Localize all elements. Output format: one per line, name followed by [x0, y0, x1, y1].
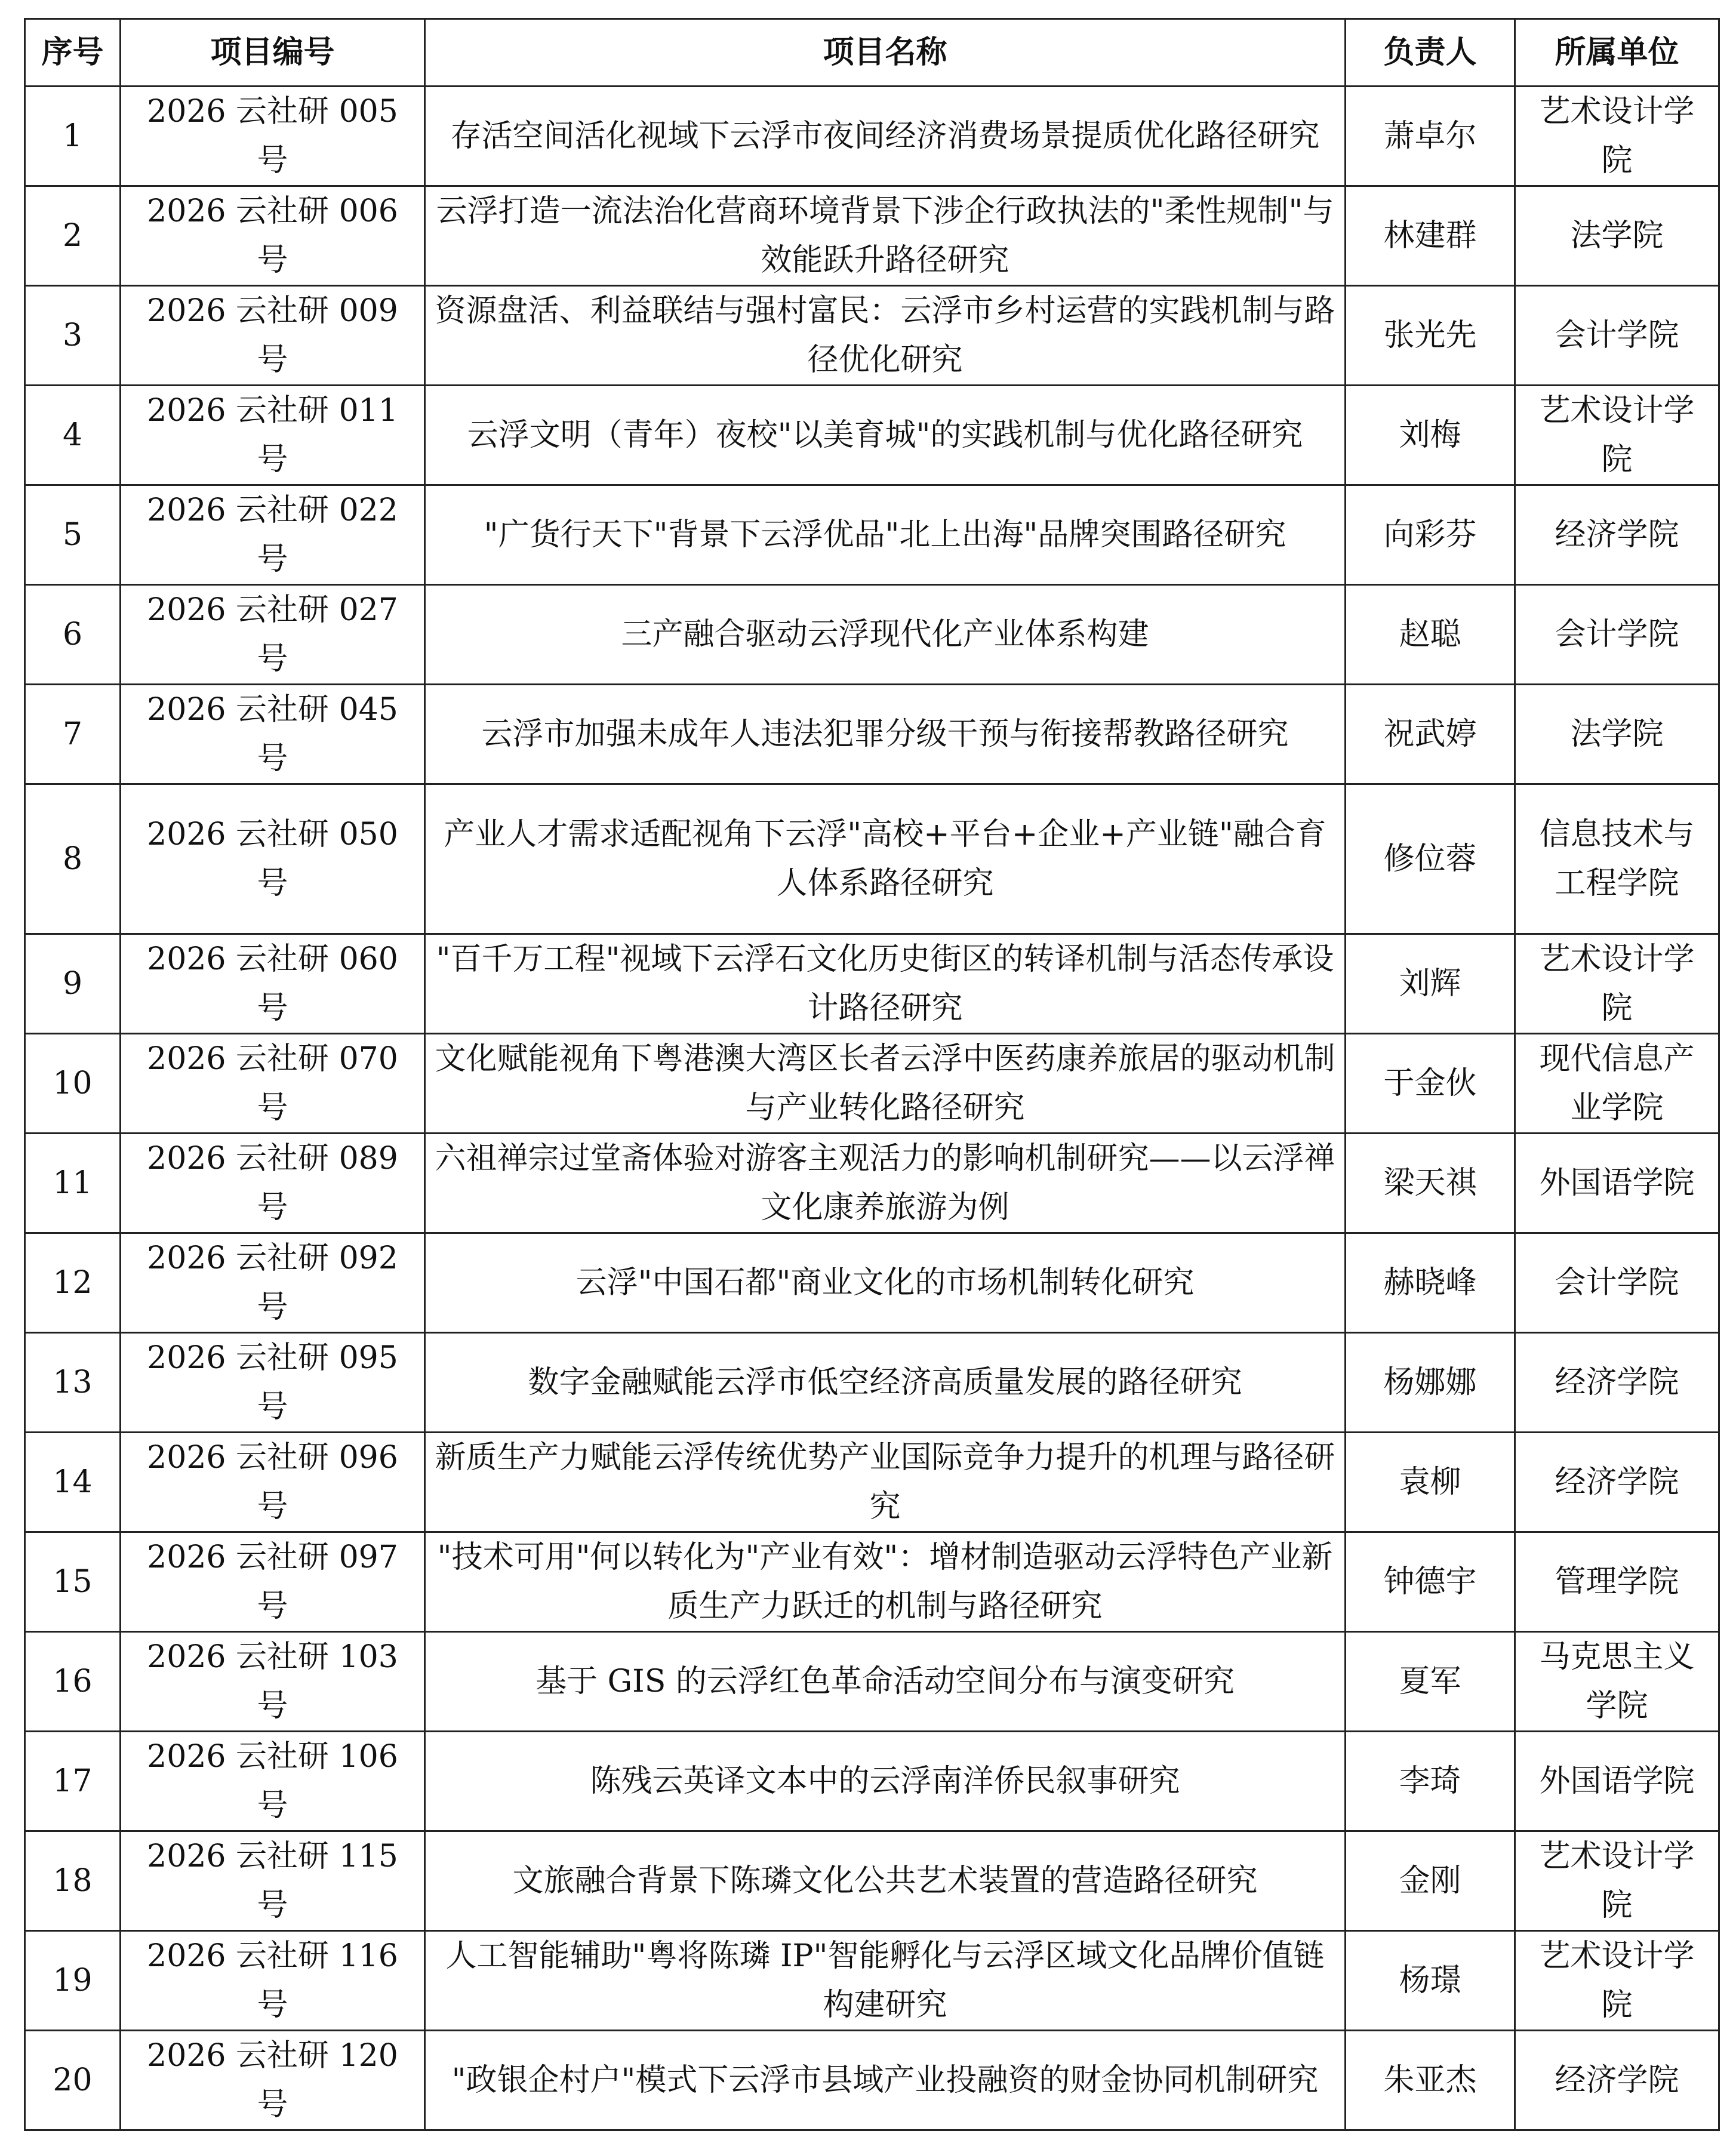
owner-cell: 袁柳 [1346, 1433, 1515, 1532]
code-cell: 2026 云社研 009 号 [121, 286, 425, 386]
owner-cell: 于金伙 [1346, 1034, 1515, 1134]
name-cell: 云浮打造一流法治化营商环境背景下涉企行政执法的"柔性规制"与效能跃升路径研究 [425, 186, 1346, 286]
owner-cell: 林建群 [1346, 186, 1515, 286]
name-cell: 陈残云英译文本中的云浮南洋侨民叙事研究 [425, 1732, 1346, 1831]
seq-cell: 1 [25, 87, 121, 186]
name-cell: "技术可用"何以转化为"产业有效"：增材制造驱动云浮特色产业新质生产力跃迁的机制与路径研究 [425, 1532, 1346, 1632]
code-cell: 2026 云社研 120 号 [121, 2031, 425, 2130]
code-cell: 2026 云社研 045 号 [121, 685, 425, 784]
owner-cell: 祝武婷 [1346, 685, 1515, 784]
unit-cell: 经济学院 [1515, 2031, 1719, 2130]
table-row [25, 286, 1719, 386]
unit-cell: 会计学院 [1515, 286, 1719, 386]
table-row [25, 2031, 1719, 2130]
owner-cell: 金刚 [1346, 1831, 1515, 1931]
table-row [25, 1931, 1719, 2031]
unit-cell: 经济学院 [1515, 1433, 1719, 1532]
owner-cell: 梁天祺 [1346, 1134, 1515, 1233]
seq-cell: 2 [25, 186, 121, 286]
table-row [25, 1333, 1719, 1433]
unit-cell: 信息技术与工程学院 [1515, 784, 1719, 934]
seq-cell: 6 [25, 585, 121, 685]
name-cell: 人工智能辅助"粤将陈璘 IP"智能孵化与云浮区域文化品牌价值链构建研究 [425, 1931, 1346, 2031]
table-row [25, 1532, 1719, 1632]
owner-cell: 刘梅 [1346, 386, 1515, 485]
table-row [25, 386, 1719, 485]
name-cell: 资源盘活、利益联结与强村富民：云浮市乡村运营的实践机制与路径优化研究 [425, 286, 1346, 386]
header-unit: 所属单位 [1515, 19, 1719, 87]
unit-cell: 外国语学院 [1515, 1732, 1719, 1831]
seq-cell: 13 [25, 1333, 121, 1433]
unit-cell: 经济学院 [1515, 485, 1719, 585]
unit-cell: 会计学院 [1515, 1233, 1719, 1333]
table-row [25, 1433, 1719, 1532]
table-header-row [25, 19, 1719, 87]
name-cell: 存活空间活化视域下云浮市夜间经济消费场景提质优化路径研究 [425, 87, 1346, 186]
owner-cell: 夏军 [1346, 1632, 1515, 1732]
table-row [25, 934, 1719, 1034]
code-cell: 2026 云社研 022 号 [121, 485, 425, 585]
name-cell: 云浮文明（青年）夜校"以美育城"的实践机制与优化路径研究 [425, 386, 1346, 485]
owner-cell: 向彩芬 [1346, 485, 1515, 585]
owner-cell: 钟德宇 [1346, 1532, 1515, 1632]
seq-cell: 20 [25, 2031, 121, 2130]
unit-cell: 艺术设计学院 [1515, 386, 1719, 485]
table-row [25, 485, 1719, 585]
code-cell: 2026 云社研 060 号 [121, 934, 425, 1034]
unit-cell: 艺术设计学院 [1515, 934, 1719, 1034]
code-cell: 2026 云社研 050 号 [121, 784, 425, 934]
owner-cell: 杨璟 [1346, 1931, 1515, 2031]
seq-cell: 18 [25, 1831, 121, 1931]
code-cell: 2026 云社研 092 号 [121, 1233, 425, 1333]
table-row [25, 87, 1719, 186]
code-cell: 2026 云社研 070 号 [121, 1034, 425, 1134]
unit-cell: 法学院 [1515, 685, 1719, 784]
unit-cell: 法学院 [1515, 186, 1719, 286]
name-cell: 产业人才需求适配视角下云浮"高校+平台+企业+产业链"融合育人体系路径研究 [425, 784, 1346, 934]
unit-cell: 现代信息产业学院 [1515, 1034, 1719, 1134]
owner-cell: 赫晓峰 [1346, 1233, 1515, 1333]
seq-cell: 11 [25, 1134, 121, 1233]
seq-cell: 15 [25, 1532, 121, 1632]
table-row [25, 1632, 1719, 1732]
seq-cell: 5 [25, 485, 121, 585]
unit-cell: 外国语学院 [1515, 1134, 1719, 1233]
unit-cell: 艺术设计学院 [1515, 87, 1719, 186]
unit-cell: 会计学院 [1515, 585, 1719, 685]
code-cell: 2026 云社研 115 号 [121, 1831, 425, 1931]
owner-cell: 杨娜娜 [1346, 1333, 1515, 1433]
table-row [25, 585, 1719, 685]
name-cell: 数字金融赋能云浮市低空经济高质量发展的路径研究 [425, 1333, 1346, 1433]
seq-cell: 3 [25, 286, 121, 386]
owner-cell: 张光先 [1346, 286, 1515, 386]
seq-cell: 4 [25, 386, 121, 485]
table-row [25, 186, 1719, 286]
seq-cell: 14 [25, 1433, 121, 1532]
owner-cell: 修位蓉 [1346, 784, 1515, 934]
seq-cell: 19 [25, 1931, 121, 2031]
table-row [25, 1831, 1719, 1931]
seq-cell: 9 [25, 934, 121, 1034]
code-cell: 2026 云社研 116 号 [121, 1931, 425, 2031]
owner-cell: 刘辉 [1346, 934, 1515, 1034]
code-cell: 2026 云社研 097 号 [121, 1532, 425, 1632]
code-cell: 2026 云社研 095 号 [121, 1333, 425, 1433]
header-seq: 序号 [25, 19, 121, 87]
name-cell: 三产融合驱动云浮现代化产业体系构建 [425, 585, 1346, 685]
name-cell: 文化赋能视角下粤港澳大湾区长者云浮中医药康养旅居的驱动机制与产业转化路径研究 [425, 1034, 1346, 1134]
code-cell: 2026 云社研 005 号 [121, 87, 425, 186]
unit-cell: 艺术设计学院 [1515, 1931, 1719, 2031]
owner-cell: 萧卓尔 [1346, 87, 1515, 186]
table-row [25, 784, 1719, 934]
header-code: 项目编号 [121, 19, 425, 87]
seq-cell: 10 [25, 1034, 121, 1134]
seq-cell: 7 [25, 685, 121, 784]
table-row [25, 1134, 1719, 1233]
code-cell: 2026 云社研 006 号 [121, 186, 425, 286]
table-row [25, 1732, 1719, 1831]
seq-cell: 16 [25, 1632, 121, 1732]
name-cell: "百千万工程"视域下云浮石文化历史街区的转译机制与活态传承设计路径研究 [425, 934, 1346, 1034]
unit-cell: 经济学院 [1515, 1333, 1719, 1433]
table-row [25, 685, 1719, 784]
name-cell: 云浮市加强未成年人违法犯罪分级干预与衔接帮教路径研究 [425, 685, 1346, 784]
table-row [25, 1034, 1719, 1134]
seq-cell: 8 [25, 784, 121, 934]
header-name: 项目名称 [425, 19, 1346, 87]
owner-cell: 李琦 [1346, 1732, 1515, 1831]
owner-cell: 赵聪 [1346, 585, 1515, 685]
name-cell: "政银企村户"模式下云浮市县域产业投融资的财金协同机制研究 [425, 2031, 1346, 2130]
unit-cell: 艺术设计学院 [1515, 1831, 1719, 1931]
unit-cell: 马克思主义学院 [1515, 1632, 1719, 1732]
code-cell: 2026 云社研 103 号 [121, 1632, 425, 1732]
name-cell: "广货行天下"背景下云浮优品"北上出海"品牌突围路径研究 [425, 485, 1346, 585]
name-cell: 文旅融合背景下陈璘文化公共艺术装置的营造路径研究 [425, 1831, 1346, 1931]
name-cell: 六祖禅宗过堂斋体验对游客主观活力的影响机制研究——以云浮禅文化康养旅游为例 [425, 1134, 1346, 1233]
owner-cell: 朱亚杰 [1346, 2031, 1515, 2130]
project-table [24, 18, 1720, 2131]
code-cell: 2026 云社研 106 号 [121, 1732, 425, 1831]
code-cell: 2026 云社研 011 号 [121, 386, 425, 485]
code-cell: 2026 云社研 096 号 [121, 1433, 425, 1532]
code-cell: 2026 云社研 027 号 [121, 585, 425, 685]
name-cell: 云浮"中国石都"商业文化的市场机制转化研究 [425, 1233, 1346, 1333]
table-row [25, 1233, 1719, 1333]
code-cell: 2026 云社研 089 号 [121, 1134, 425, 1233]
project-list-sheet [24, 18, 1718, 2131]
unit-cell: 管理学院 [1515, 1532, 1719, 1632]
seq-cell: 12 [25, 1233, 121, 1333]
name-cell: 基于 GIS 的云浮红色革命活动空间分布与演变研究 [425, 1632, 1346, 1732]
seq-cell: 17 [25, 1732, 121, 1831]
header-owner: 负责人 [1346, 19, 1515, 87]
name-cell: 新质生产力赋能云浮传统优势产业国际竞争力提升的机理与路径研究 [425, 1433, 1346, 1532]
